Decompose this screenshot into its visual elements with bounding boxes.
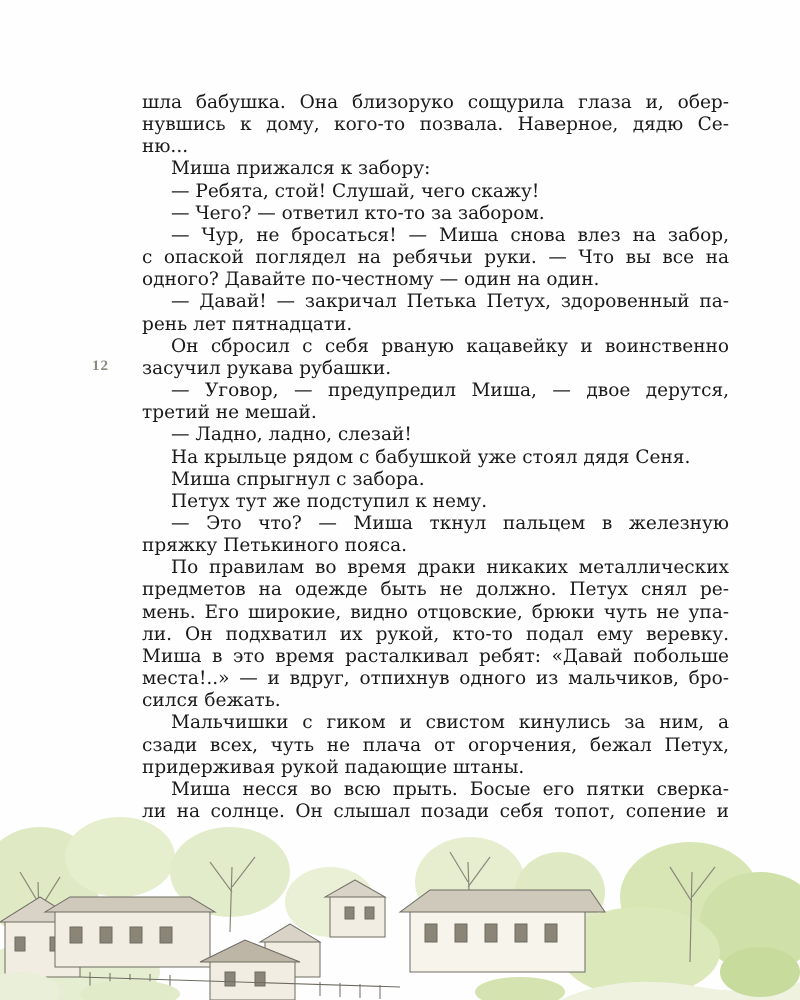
text-line: одного? Давайте по-честному — один на один.	[142, 269, 600, 291]
text-line: — Уговор, — предупредил Миша, — двое дерутся,	[171, 380, 729, 402]
text-line: — Ладно, ладно, слезай!	[171, 424, 412, 446]
text-line: засучил рукава рубашки.	[142, 357, 392, 379]
text-line: Мальчишки с гиком и свистом кинулись за ним, а	[171, 712, 729, 734]
text-line: сзади всех, чуть не плача от огорчения, бежал Петух,	[142, 734, 729, 756]
text-line: По правилам во время драки никаких металлических	[171, 557, 729, 579]
text-line: Миша несся во всю прыть. Босые его пятки сверка-	[171, 778, 729, 800]
text-line: Миша прижался к забору:	[171, 158, 431, 180]
text-line: — Давай! — закричал Петька Петух, здоровенный па-	[171, 291, 729, 313]
text-line: предметов на одежде быть не должно. Петух снял ре-	[142, 579, 729, 601]
text-line: На крыльце рядом с бабушкой уже стоял дядя Сеня.	[171, 446, 691, 468]
text-line: — Это что? — Миша ткнул пальцем в железную	[171, 512, 729, 534]
text-line: Миша в это время расталкивал ребят: «Давай побольше	[142, 645, 729, 667]
text-line: — Чего? — ответил кто-то за забором.	[171, 202, 545, 224]
text-line: ли на солнце. Он слышал позади себя топот, сопение и	[142, 801, 729, 822]
page-number: 12	[92, 358, 109, 374]
story-text	[142, 92, 729, 823]
text-line: шла бабушка. Она близоруко сощурила глаза и, обер-	[142, 92, 729, 113]
text-line: Миша спрыгнул с забора.	[171, 468, 425, 490]
text-line: Петух тут же подступил к нему.	[171, 490, 488, 512]
text-line: рень лет пятнадцати.	[142, 313, 353, 335]
text-line: Он сбросил с себя рваную кацавейку и воинственно	[171, 335, 729, 357]
text-line: ню...	[142, 136, 189, 158]
text-line: придерживая рукой падающие штаны.	[142, 756, 525, 778]
text-line: с опаской поглядел на ребячьи руки. — Что вы все на	[142, 247, 729, 269]
text-line: — Чур, не бросаться! — Миша снова влез на забор,	[171, 224, 729, 246]
text-line: — Ребята, стой! Слушай, чего скажу!	[171, 180, 540, 202]
text-line: сился бежать.	[142, 690, 281, 712]
text-line: третий не мешай.	[142, 402, 317, 424]
text-line: ли. Он подхватил их рукой, кто-то подал ему веревку.	[142, 623, 729, 645]
text-line: места!..» — и вдруг, отпихнув одного из мальчиков, бро-	[142, 668, 729, 690]
text-line: мень. Его широкие, видно отцовские, брюки чуть не упа-	[142, 601, 729, 623]
village-illustration	[0, 812, 800, 1000]
text-line: пряжку Петькиного пояса.	[142, 535, 408, 557]
text-line: нувшись к дому, кого-то позвала. Наверное, дядю Се-	[142, 114, 729, 136]
